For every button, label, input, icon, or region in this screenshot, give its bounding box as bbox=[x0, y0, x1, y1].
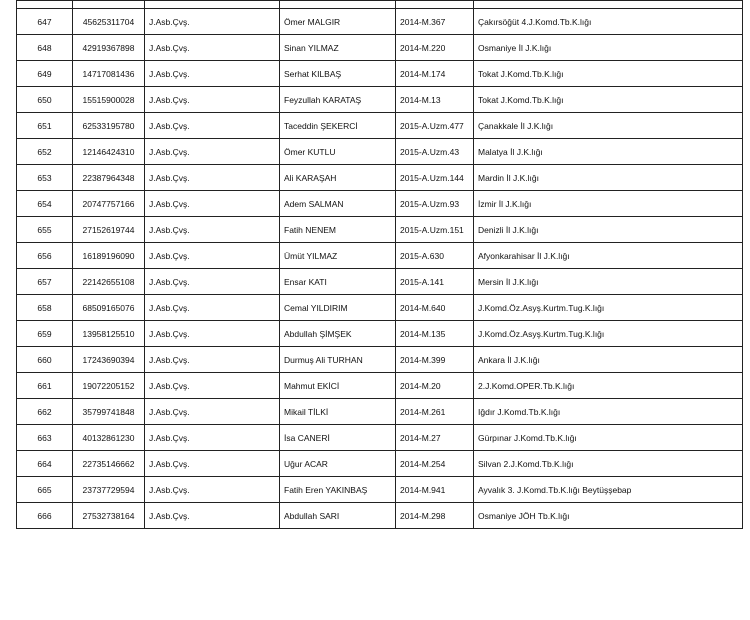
rank-cell: J.Asb.Çvş. bbox=[145, 451, 280, 477]
id-number-cell: 14717081436 bbox=[73, 61, 145, 87]
unit-cell: J.Komd.Öz.Asyş.Kurtm.Tug.K.lığı bbox=[474, 295, 743, 321]
registry-number-cell: 2014-M.20 bbox=[396, 373, 474, 399]
unit-cell: 2.J.Komd.OPER.Tb.K.lığı bbox=[474, 373, 743, 399]
full-name-cell: Ömer KUTLU bbox=[280, 139, 396, 165]
table-row bbox=[17, 425, 743, 451]
table-row-partial bbox=[17, 1, 743, 9]
rank-cell: J.Asb.Çvş. bbox=[145, 399, 280, 425]
registry-number-cell: 2015-A.Uzm.144 bbox=[396, 165, 474, 191]
registry-number-cell: 2014-M.27 bbox=[396, 425, 474, 451]
full-name-cell: Taceddin ŞEKERCİ bbox=[280, 113, 396, 139]
registry-number-cell: 2015-A.Uzm.93 bbox=[396, 191, 474, 217]
id-number-cell: 27532738164 bbox=[73, 503, 145, 529]
unit-cell: Malatya İl J.K.lığı bbox=[474, 139, 743, 165]
rank-cell: J.Asb.Çvş. bbox=[145, 503, 280, 529]
rank-cell: J.Asb.Çvş. bbox=[145, 35, 280, 61]
unit-cell: Tokat J.Komd.Tb.K.lığı bbox=[474, 61, 743, 87]
registry-number-cell: 2014-M.941 bbox=[396, 477, 474, 503]
rank-cell: J.Asb.Çvş. bbox=[145, 243, 280, 269]
row-number-cell: 654 bbox=[17, 191, 73, 217]
row-number-cell: 655 bbox=[17, 217, 73, 243]
rank-cell: J.Asb.Çvş. bbox=[145, 269, 280, 295]
row-number-cell: 664 bbox=[17, 451, 73, 477]
full-name-cell: Serhat KILBAŞ bbox=[280, 61, 396, 87]
id-number-cell: 15515900028 bbox=[73, 87, 145, 113]
registry-number-cell: 2014-M.298 bbox=[396, 503, 474, 529]
rank-cell: J.Asb.Çvş. bbox=[145, 165, 280, 191]
full-name-cell: Ensar KATI bbox=[280, 269, 396, 295]
unit-cell: Ayvalık 3. J.Komd.Tb.K.lığı Beytüşşebap bbox=[474, 477, 743, 503]
id-number-cell: 12146424310 bbox=[73, 139, 145, 165]
row-number-cell: 663 bbox=[17, 425, 73, 451]
id-number-cell: 17243690394 bbox=[73, 347, 145, 373]
table-row bbox=[17, 113, 743, 139]
registry-number-cell: 2014-M.254 bbox=[396, 451, 474, 477]
registry-number-cell: 2014-M.367 bbox=[396, 9, 474, 35]
rank-cell: J.Asb.Çvş. bbox=[145, 139, 280, 165]
table-row bbox=[17, 87, 743, 113]
table-row bbox=[17, 243, 743, 269]
full-name-cell: Abdullah SARI bbox=[280, 503, 396, 529]
unit-cell: Gürpınar J.Komd.Tb.K.lığı bbox=[474, 425, 743, 451]
full-name-cell: Fatih Eren YAKINBAŞ bbox=[280, 477, 396, 503]
row-number-cell: 657 bbox=[17, 269, 73, 295]
full-name-cell: Cemal YILDIRIM bbox=[280, 295, 396, 321]
id-number-cell: 19072205152 bbox=[73, 373, 145, 399]
table-row bbox=[17, 35, 743, 61]
full-name-cell: Ali KARAŞAH bbox=[280, 165, 396, 191]
unit-cell: İzmir İl J.K.lığı bbox=[474, 191, 743, 217]
rank-cell: J.Asb.Çvş. bbox=[145, 321, 280, 347]
rank-cell: J.Asb.Çvş. bbox=[145, 477, 280, 503]
unit-cell: Denizli İl J.K.lığı bbox=[474, 217, 743, 243]
row-number-cell: 650 bbox=[17, 87, 73, 113]
row-number-cell: 647 bbox=[17, 9, 73, 35]
id-number-cell: 22387964348 bbox=[73, 165, 145, 191]
id-number-cell: 20747757166 bbox=[73, 191, 145, 217]
registry-number-cell: 2014-M.174 bbox=[396, 61, 474, 87]
full-name-cell: Adem SALMAN bbox=[280, 191, 396, 217]
registry-number-cell: 2014-M.399 bbox=[396, 347, 474, 373]
personnel-list-page bbox=[16, 0, 742, 529]
full-name-cell: Uğur ACAR bbox=[280, 451, 396, 477]
table-row bbox=[17, 451, 743, 477]
unit-cell: Iğdır J.Komd.Tb.K.lığı bbox=[474, 399, 743, 425]
full-name-cell: Mikail TİLKİ bbox=[280, 399, 396, 425]
unit-cell: Mersin İl J.K.lığı bbox=[474, 269, 743, 295]
registry-number-cell: 2015-A.141 bbox=[396, 269, 474, 295]
table-row bbox=[17, 139, 743, 165]
full-name-cell: Ömer MALGIR bbox=[280, 9, 396, 35]
unit-cell: Osmaniye JÖH Tb.K.lığı bbox=[474, 503, 743, 529]
id-number-cell: 27152619744 bbox=[73, 217, 145, 243]
id-number-cell: 22735146662 bbox=[73, 451, 145, 477]
id-number-cell: 68509165076 bbox=[73, 295, 145, 321]
id-number-cell: 22142655108 bbox=[73, 269, 145, 295]
rank-cell: J.Asb.Çvş. bbox=[145, 113, 280, 139]
registry-number-cell: 2015-A.Uzm.477 bbox=[396, 113, 474, 139]
full-name-cell: Mahmut EKİCİ bbox=[280, 373, 396, 399]
unit-cell: Osmaniye İl J.K.lığı bbox=[474, 35, 743, 61]
row-number-cell: 656 bbox=[17, 243, 73, 269]
registry-number-cell: 2014-M.220 bbox=[396, 35, 474, 61]
table-row bbox=[17, 269, 743, 295]
row-number-cell: 659 bbox=[17, 321, 73, 347]
row-number-cell: 658 bbox=[17, 295, 73, 321]
row-number-cell: 662 bbox=[17, 399, 73, 425]
table-row bbox=[17, 9, 743, 35]
registry-number-cell: 2015-A.Uzm.43 bbox=[396, 139, 474, 165]
rank-cell: J.Asb.Çvş. bbox=[145, 373, 280, 399]
row-number-cell: 649 bbox=[17, 61, 73, 87]
unit-cell: Çanakkale İl J.K.lığı bbox=[474, 113, 743, 139]
unit-cell: Tokat J.Komd.Tb.K.lığı bbox=[474, 87, 743, 113]
rank-cell: J.Asb.Çvş. bbox=[145, 191, 280, 217]
full-name-cell: Abdullah ŞİMŞEK bbox=[280, 321, 396, 347]
unit-cell: Ankara İl J.K.lığı bbox=[474, 347, 743, 373]
personnel-table bbox=[16, 0, 743, 529]
unit-cell: Afyonkarahisar İl J.K.lığı bbox=[474, 243, 743, 269]
full-name-cell: Durmuş Ali TURHAN bbox=[280, 347, 396, 373]
id-number-cell: 62533195780 bbox=[73, 113, 145, 139]
rank-cell: J.Asb.Çvş. bbox=[145, 295, 280, 321]
full-name-cell: Sinan YILMAZ bbox=[280, 35, 396, 61]
table-row bbox=[17, 477, 743, 503]
registry-number-cell: 2014-M.261 bbox=[396, 399, 474, 425]
unit-cell: Mardin İl J.K.lığı bbox=[474, 165, 743, 191]
row-number-cell: 648 bbox=[17, 35, 73, 61]
registry-number-cell: 2014-M.135 bbox=[396, 321, 474, 347]
rank-cell: J.Asb.Çvş. bbox=[145, 87, 280, 113]
table-row bbox=[17, 347, 743, 373]
row-number-cell: 652 bbox=[17, 139, 73, 165]
id-number-cell: 23737729594 bbox=[73, 477, 145, 503]
registry-number-cell: 2014-M.13 bbox=[396, 87, 474, 113]
unit-cell: Çakırsöğüt 4.J.Komd.Tb.K.lığı bbox=[474, 9, 743, 35]
registry-number-cell: 2015-A.Uzm.151 bbox=[396, 217, 474, 243]
id-number-cell: 42919367898 bbox=[73, 35, 145, 61]
row-number-cell: 660 bbox=[17, 347, 73, 373]
row-number-cell: 653 bbox=[17, 165, 73, 191]
table-row bbox=[17, 373, 743, 399]
table-row bbox=[17, 191, 743, 217]
table-row bbox=[17, 61, 743, 87]
full-name-cell: Fatih NENEM bbox=[280, 217, 396, 243]
full-name-cell: Ümüt YILMAZ bbox=[280, 243, 396, 269]
full-name-cell: Feyzullah KARATAŞ bbox=[280, 87, 396, 113]
rank-cell: J.Asb.Çvş. bbox=[145, 347, 280, 373]
row-number-cell: 651 bbox=[17, 113, 73, 139]
table-row bbox=[17, 217, 743, 243]
id-number-cell: 35799741848 bbox=[73, 399, 145, 425]
id-number-cell: 16189196090 bbox=[73, 243, 145, 269]
personnel-table-body bbox=[17, 1, 743, 529]
table-row bbox=[17, 321, 743, 347]
id-number-cell: 40132861230 bbox=[73, 425, 145, 451]
registry-number-cell: 2014-M.640 bbox=[396, 295, 474, 321]
rank-cell: J.Asb.Çvş. bbox=[145, 217, 280, 243]
row-number-cell: 665 bbox=[17, 477, 73, 503]
row-number-cell: 661 bbox=[17, 373, 73, 399]
rank-cell: J.Asb.Çvş. bbox=[145, 9, 280, 35]
unit-cell: Silvan 2.J.Komd.Tb.K.lığı bbox=[474, 451, 743, 477]
table-row bbox=[17, 295, 743, 321]
full-name-cell: İsa CANERİ bbox=[280, 425, 396, 451]
id-number-cell: 45625311704 bbox=[73, 9, 145, 35]
rank-cell: J.Asb.Çvş. bbox=[145, 425, 280, 451]
id-number-cell: 13958125510 bbox=[73, 321, 145, 347]
table-row bbox=[17, 165, 743, 191]
unit-cell: J.Komd.Öz.Asyş.Kurtm.Tug.K.lığı bbox=[474, 321, 743, 347]
row-number-cell: 666 bbox=[17, 503, 73, 529]
registry-number-cell: 2015-A.630 bbox=[396, 243, 474, 269]
table-row bbox=[17, 399, 743, 425]
rank-cell: J.Asb.Çvş. bbox=[145, 61, 280, 87]
table-row bbox=[17, 503, 743, 529]
